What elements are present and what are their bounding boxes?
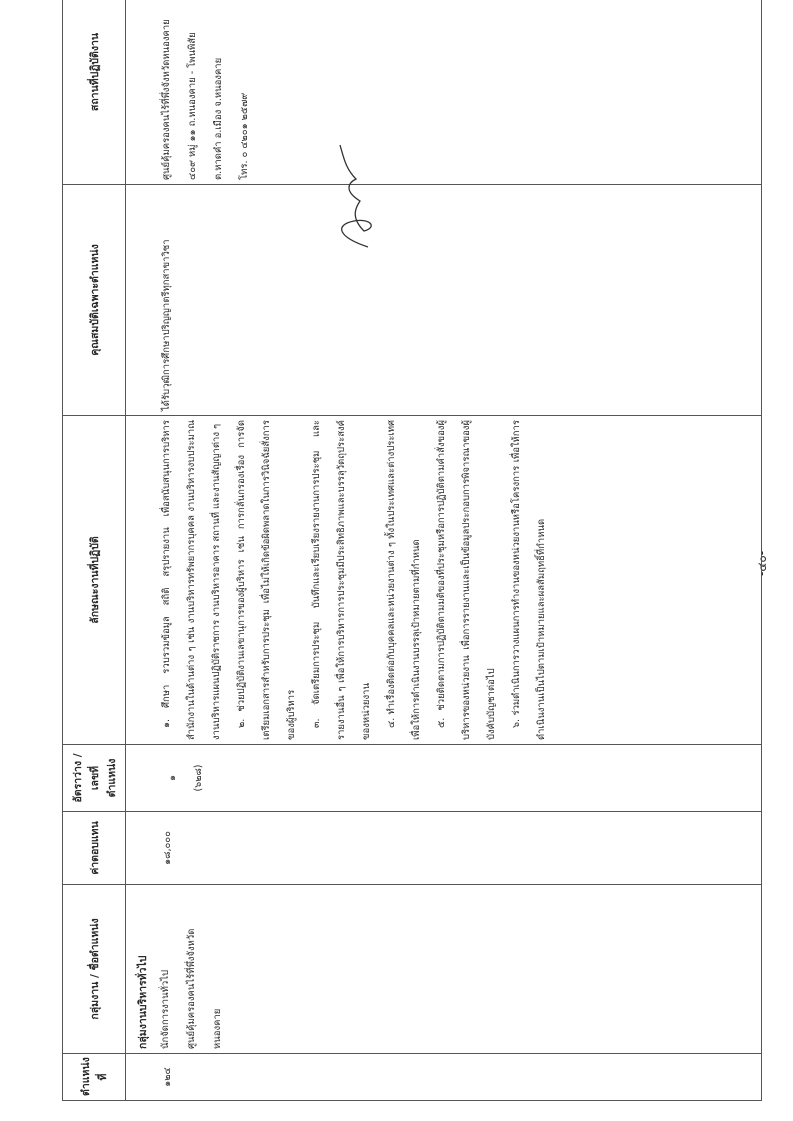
col-header-rate: อัตราว่าง / เลขที่ตำแหน่ง [63,745,126,812]
workplace-line: โทร. ๐ ๔๒๐๑ ๒๕๗๙ [239,92,250,180]
table-row [126,0,762,1101]
rate-count: ๑ [167,774,178,782]
page-number: -๔๐- [755,550,769,576]
qualification-text: ได้รับวุฒิการศึกษาปริญญาตรีทุกสาขาวิชา [161,239,172,411]
signature-icon [320,141,390,251]
workplace-line: ๔๐๙ หมู่ ๑๑ ถ.หนองคาย - โพนพิสัย [187,32,198,180]
group-name: กลุ่มงานบริหารทั่วไป [137,955,149,1049]
group-title-cell [126,885,762,1054]
compensation-cell [126,812,762,885]
table-header-row [63,0,126,1101]
workplace-cell [126,0,762,185]
duty-item: ๔. ทำเรื่องติดต่อกับบุคคลและหน่วยงานต่าง ๆ ทั้งในประเทศและต่างประเทศ เพื่อให้การดำเนินงานบรรลุเป้าหมายตามที่กำหนด [386,420,422,740]
col-header-compensation: ค่าตอบแทน [63,812,126,885]
position-title: นักจัดการงานทั่วไป [160,969,171,1049]
duty-item: ๕. ช่วยติดตามการปฏิบัติตามมติของที่ประชุมหรือการปฏิบัติตามคำสั่งของผู้บริหารของหน่วยงาน เพื่อการรายงานและเป็นข้อมูลประกอบการพิจารณาของผู้บังคับบัญชาต่อไป [436,420,497,740]
workplace-line: ศูนย์คุ้มครองคนไร้ที่พึ่งจังหวัดหนองคาย [161,19,172,180]
rate-cell [126,745,762,812]
position-unit: ศูนย์คุ้มครองคนไร้ที่พึ่งจังหวัดหนองคาย [186,928,223,1049]
position-table [62,0,762,1101]
duty-item: ๒. ช่วยปฏิบัติงานเลขานุการของผู้บริหาร เช่น การกลั่นกรองเรื่อง การจัดเตรียมเอกสารสำหรับการประชุม เพื่อไม่ให้เกิดข้อผิดพลาดในการวินิจฉัยสั่งการของผู้บริหาร [236,420,297,740]
col-header-duties: ลักษณะงานที่ปฏิบัติ [63,416,126,745]
duties-cell [126,416,762,745]
workplace-line: ต.หาดคำ อ.เมือง จ.หนองคาย [213,57,224,180]
compensation-value: ๑๘,๐๐๐ [162,831,173,865]
position-number: ๑๒๔ [162,1067,173,1087]
position-number-cell [126,1054,762,1101]
duty-item: ๑. ศึกษา รวบรวมข้อมูล สถิติ สรุปรายงาน เพื่อสนับสนุนการบริหารสำนักงานในด้านต่าง ๆ เช่น งานบริหารทรัพยากรบุคคล งานบริหารงบประมาณ งานบริหารแผนปฏิบัติราชการ งานบริหารอาคาร สถานที่ และงานสัญญาต่าง ๆ [161,420,222,740]
qualifications-cell [126,185,762,416]
col-header-workplace: สถานที่ปฏิบัติงาน [63,0,126,185]
col-header-group-title: กลุ่มงาน / ชื่อตำแหน่ง [63,885,126,1054]
duty-item: ๖. ร่วมดำเนินการวางแผนการทำงานของหน่วยงานหรือโครงการ เพื่อให้การดำเนินงานเป็นไปตามเป้าหมายและผลสัมฤทธิ์ที่กำหนด [511,420,547,740]
col-header-position-no: ตำแหน่งที่ [63,1054,126,1101]
duty-item: ๓. จัดเตรียมการประชุม บันทึกและเรียบเรียงรายงานการประชุม และรายงานอื่น ๆ เพื่อให้การบริหารการประชุมมีประสิทธิภาพและบรรลุวัตถุประสงค์ของหน่วยงาน [311,420,372,740]
rate-number: (๖๒๘) [193,764,204,792]
col-header-qualifications: คุณสมบัติเฉพาะตำแหน่ง [63,185,126,416]
